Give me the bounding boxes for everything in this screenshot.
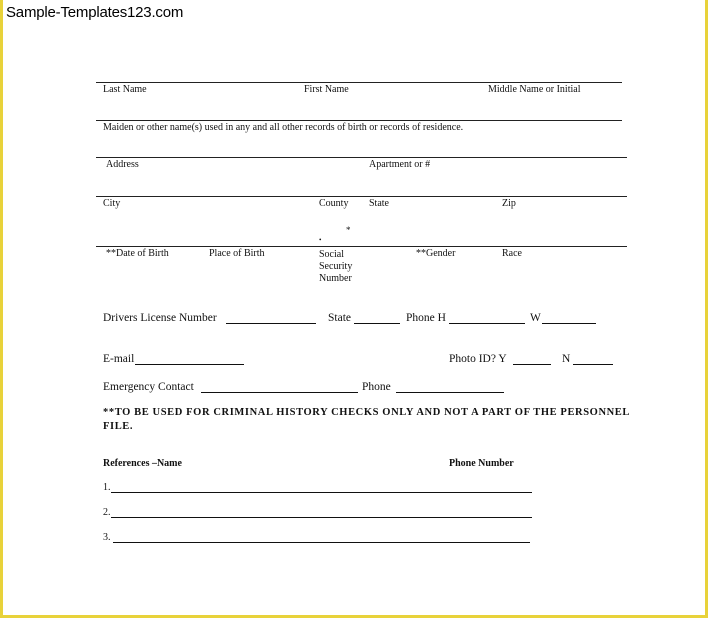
emergency-contact-label: Emergency Contact bbox=[103, 381, 194, 393]
first-name-label: First Name bbox=[304, 84, 349, 95]
email-label: E-mail bbox=[103, 353, 135, 365]
place-of-birth-label: Place of Birth bbox=[209, 248, 265, 259]
site-watermark: Sample-Templates123.com bbox=[6, 4, 184, 21]
reference-1-number: 1. bbox=[103, 482, 111, 493]
drivers-license-field[interactable] bbox=[226, 312, 316, 324]
ssn-label bbox=[319, 249, 352, 285]
ssn-label-line3: Number bbox=[319, 273, 352, 284]
race-label: Race bbox=[502, 248, 522, 259]
state-label: State bbox=[369, 198, 389, 209]
emergency-contact-field[interactable] bbox=[201, 381, 358, 393]
ssn-label-line1: Social bbox=[319, 249, 344, 260]
date-of-birth-label: **Date of Birth bbox=[106, 248, 169, 259]
ssn-label-line2: Security bbox=[319, 261, 353, 272]
bullet-mark: • bbox=[319, 236, 322, 244]
row4-top-line bbox=[96, 196, 627, 197]
phone-home-field[interactable] bbox=[449, 312, 525, 324]
reference-2-number: 2. bbox=[103, 507, 111, 518]
photo-id-yes-label: Photo ID? Y bbox=[449, 353, 507, 365]
email-field[interactable] bbox=[135, 353, 244, 365]
address-label: Address bbox=[106, 159, 139, 170]
criminal-history-notice: **TO BE USED FOR CRIMINAL HISTORY CHECKS ONLY AND NOT A PART OF THE PERSONNEL FILE. bbox=[103, 407, 630, 432]
reference-3-field[interactable] bbox=[113, 531, 530, 543]
emergency-phone-field[interactable] bbox=[396, 381, 504, 393]
photo-id-no-field[interactable] bbox=[573, 353, 613, 365]
references-name-header: References –Name bbox=[103, 458, 182, 469]
row5-top-line bbox=[96, 246, 627, 247]
reference-3-number: 3. bbox=[103, 532, 111, 543]
last-name-label: Last Name bbox=[103, 84, 147, 95]
city-label: City bbox=[103, 198, 121, 209]
apartment-label: Apartment or # bbox=[369, 159, 431, 170]
middle-name-label: Middle Name or Initial bbox=[488, 84, 581, 95]
asterisk-mark: * bbox=[346, 225, 351, 235]
drivers-license-label: Drivers License Number bbox=[103, 312, 217, 324]
license-state-field[interactable] bbox=[354, 312, 400, 324]
photo-id-no-label: N bbox=[562, 353, 571, 365]
references-phone-header: Phone Number bbox=[449, 458, 514, 469]
gender-label: **Gender bbox=[416, 248, 456, 259]
county-label: County bbox=[319, 198, 349, 209]
row3-top-line bbox=[96, 157, 627, 158]
row2-top-line bbox=[96, 120, 622, 121]
license-state-label: State bbox=[328, 312, 351, 324]
phone-work-label: W bbox=[530, 312, 541, 324]
emergency-phone-label: Phone bbox=[362, 381, 391, 393]
phone-work-field[interactable] bbox=[542, 312, 596, 324]
row1-top-line bbox=[96, 82, 622, 83]
photo-id-yes-field[interactable] bbox=[513, 353, 551, 365]
zip-label: Zip bbox=[502, 198, 516, 209]
reference-1-field[interactable] bbox=[111, 481, 532, 493]
phone-home-label: Phone H bbox=[406, 312, 446, 324]
maiden-name-label: Maiden or other name(s) used in any and all other records of birth or records of residence. bbox=[103, 122, 464, 133]
reference-2-field[interactable] bbox=[111, 506, 532, 518]
